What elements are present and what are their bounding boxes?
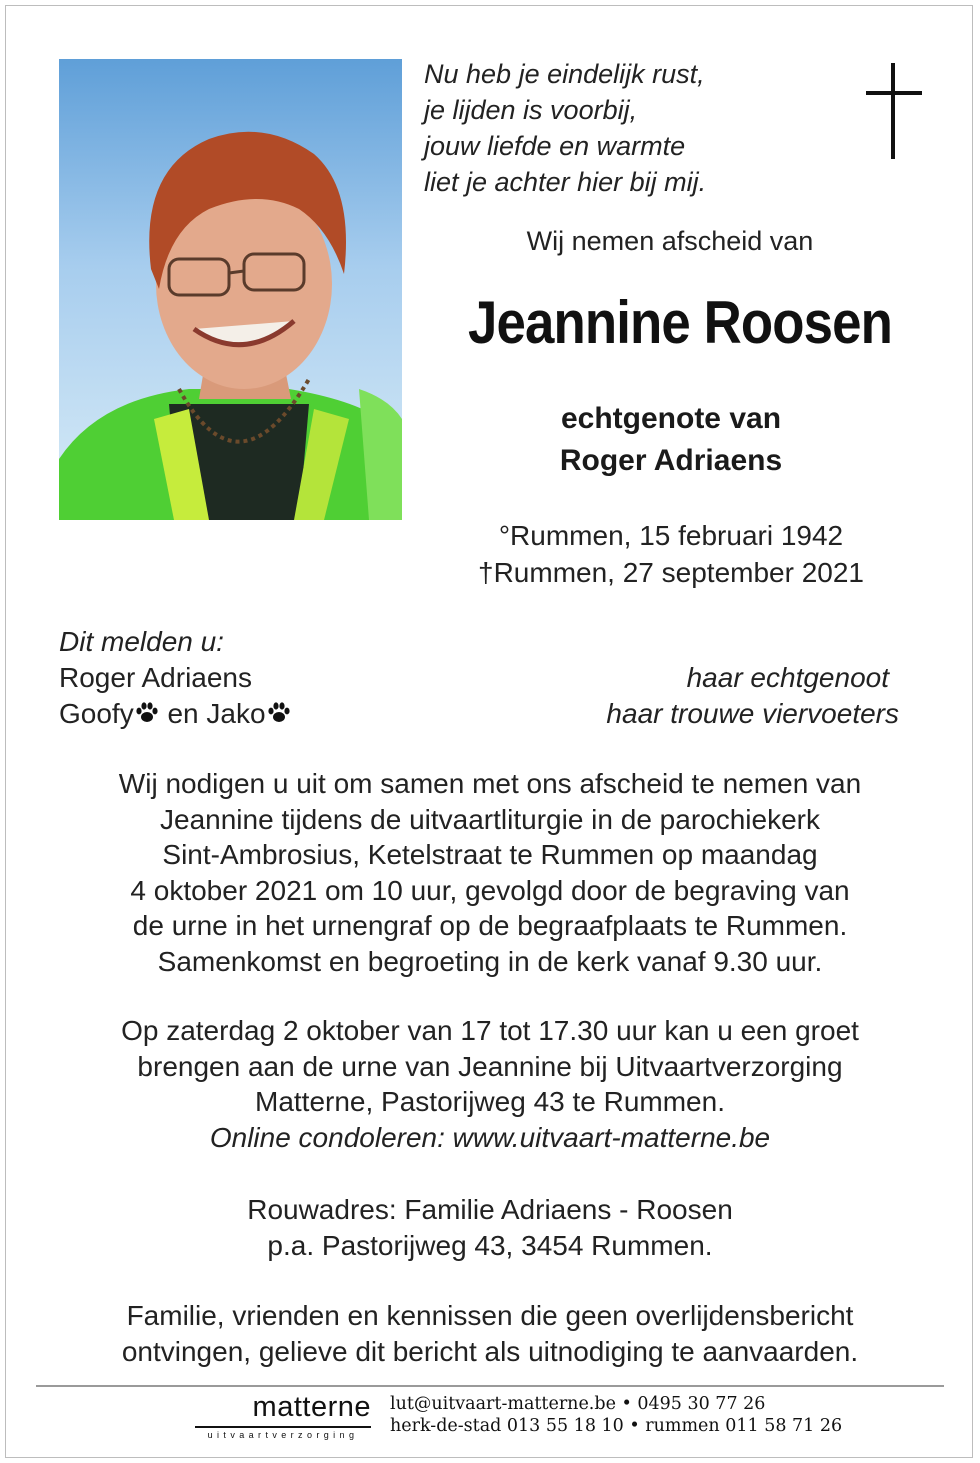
- text-line: Sint-Ambrosius, Ketelstraat te Rummen op maandag: [162, 839, 818, 870]
- text-line: 4 oktober 2021 om 10 uur, gevolgd door de begraving van: [130, 874, 850, 906]
- poem-line: liet je achter hier bij mij.: [424, 167, 707, 197]
- announcer-name: Roger Adriaens: [59, 662, 253, 693]
- birth-date: °Rummen, 15 februari 1942: [498, 520, 844, 551]
- text-line: p.a. Pastorijweg 43, 3454 Rummen.: [267, 1229, 713, 1261]
- spouse-relation: echtgenote van: [560, 402, 782, 435]
- text-line: Jeannine tijdens de uitvaartliturgie in de parochiekerk: [160, 803, 820, 835]
- announce-heading: Dit melden u:: [59, 626, 224, 657]
- text-line: Wij nodigen u uit om samen met ons afscheid te nemen van: [118, 768, 862, 799]
- text-line: Familie, vrienden en kennissen die geen overlijdensbericht: [126, 1300, 854, 1331]
- paw-icon: [134, 701, 160, 725]
- mourning-address: [40, 1192, 940, 1263]
- poem-line: je lijden is voorbij,: [424, 95, 638, 125]
- death-date: †Rummen, 27 september 2021: [478, 557, 864, 588]
- logo-wordmark: matterne: [252, 1391, 371, 1423]
- poem-line: Nu heb je eindelijk rust,: [424, 59, 705, 89]
- text-line: Matterne, Pastorijweg 43 te Rummen.: [255, 1086, 725, 1117]
- text-line: de urne in het urnengraf op de begraafplaats te Rummen.: [132, 910, 848, 941]
- text-line: ontvingen, gelieve dit bericht als uitnodiging te aanvaarden.: [121, 1335, 859, 1367]
- text-line: Rouwadres: Familie Adriaens - Roosen: [247, 1194, 733, 1225]
- cross-icon: [866, 63, 922, 159]
- poem-line: jouw liefde en warmte: [424, 131, 686, 161]
- portrait-photo: [59, 59, 402, 520]
- closing-note: [40, 1298, 940, 1369]
- text-line: Samenkomst en begroeting in de kerk vanaf 9.30 uur.: [157, 945, 823, 977]
- visitation-info: [40, 1013, 940, 1155]
- spouse-info: [440, 398, 902, 482]
- text-line: Op zaterdag 2 oktober van 17 tot 17.30 uur kan u een groet: [121, 1015, 859, 1046]
- funeral-invitation: [40, 766, 940, 979]
- spouse-name: Roger Adriaens: [559, 444, 783, 477]
- contact-line: herk-de-stad 013 55 18 10 • rummen 011 58 71 26: [390, 1416, 843, 1436]
- paw-icon: [266, 701, 292, 725]
- logo-subtitle: uitvaartverzorging: [207, 1430, 359, 1440]
- announcer-relation: haar trouwe viervoeters: [606, 698, 899, 729]
- announce-row: [59, 696, 899, 732]
- poem: [424, 56, 706, 200]
- contact-line[interactable]: lut@uitvaart-matterne.be • 0495 30 77 26: [390, 1394, 766, 1414]
- life-dates: [440, 517, 902, 591]
- deceased-name: Jeannine Roosen: [468, 289, 892, 356]
- announcer-pets: [59, 696, 292, 732]
- announcers: [59, 624, 899, 732]
- footer-divider: [36, 1385, 944, 1387]
- announcer-relation: haar echtgenoot: [686, 662, 889, 693]
- pet-name: Goofy: [59, 698, 134, 729]
- announce-row: [59, 660, 899, 696]
- online-condolence-link[interactable]: Online condoleren: www.uitvaart-matterne.be: [209, 1121, 771, 1153]
- intro-text: Wij nemen afscheid van: [526, 226, 814, 256]
- pet-name: en Jako: [159, 698, 266, 729]
- text-line: brengen aan de urne van Jeannine bij Uitvaartverzorging: [137, 1050, 843, 1082]
- matterne-logo: [195, 1391, 371, 1441]
- footer-contact: [390, 1393, 842, 1437]
